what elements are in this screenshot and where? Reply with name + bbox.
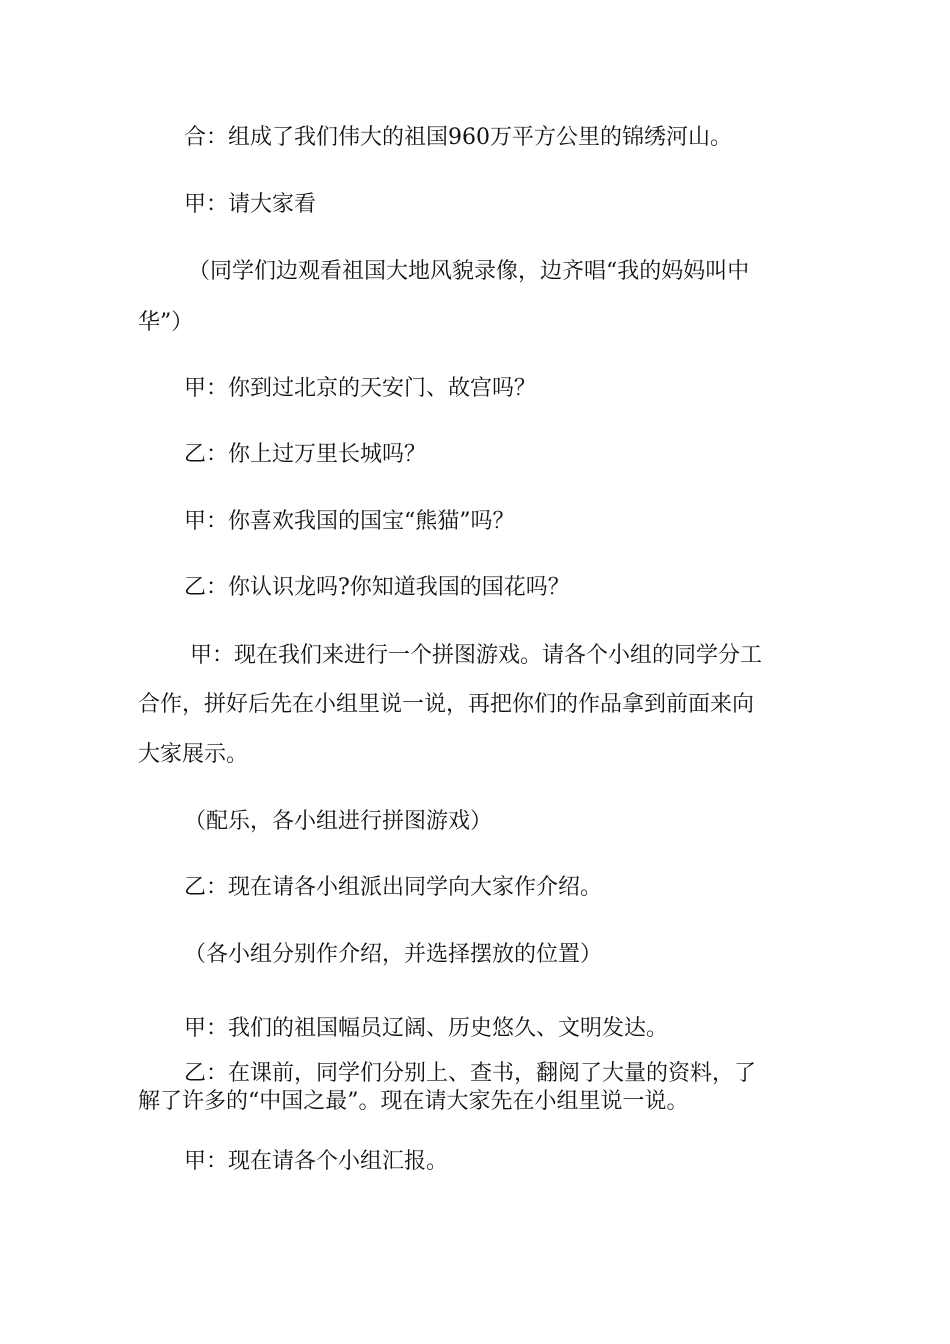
paragraph-6-line-1: 甲：你喜欢我国的国宝“熊猫”吗？ bbox=[184, 509, 515, 534]
paragraph-14 bbox=[138, 1150, 859, 1174]
paragraph-3-line-1-wrap bbox=[138, 260, 863, 284]
paragraph-3-line-1: （同学们边观看祖国大地风貌录像，边齐唱“我的妈妈叫中 bbox=[188, 259, 750, 284]
paragraph-8-line-2-wrap bbox=[138, 693, 813, 717]
paragraph-8-line-1-wrap bbox=[138, 644, 865, 668]
paragraph-11 bbox=[138, 943, 859, 967]
paragraph-7 bbox=[138, 576, 859, 600]
paragraph-12 bbox=[138, 1017, 859, 1041]
paragraph-9-line-1: （配乐，各小组进行拼图游戏） bbox=[184, 809, 493, 834]
paragraph-14-line-1: 甲：现在请各个小组汇报。 bbox=[184, 1149, 449, 1174]
paragraph-2-line-1: 甲：请大家看 bbox=[184, 192, 317, 217]
paragraph-4-line-1: 甲：你到过北京的天安门、故宫吗？ bbox=[184, 376, 537, 401]
paragraph-3-line-2: 华”） bbox=[138, 310, 194, 335]
paragraph-1 bbox=[138, 126, 859, 150]
paragraph-10-line-1: 乙：现在请各小组派出同学向大家作介绍。 bbox=[184, 875, 603, 900]
paragraph-2 bbox=[138, 193, 859, 217]
paragraph-10 bbox=[138, 876, 859, 900]
paragraph-13-line-1: 乙：在课前，同学们分别上、查书，翻阅了大量的资料，了 bbox=[184, 1061, 757, 1086]
paragraph-13-line-2-wrap bbox=[138, 1090, 813, 1114]
paragraph-1-line-1: 合：组成了我们伟大的祖国960万平方公里的锦绣河山。 bbox=[184, 125, 732, 150]
paragraph-11-line-1: （各小组分别作介绍，并选择摆放的位置） bbox=[184, 942, 603, 967]
paragraph-8-line-3-wrap bbox=[138, 743, 813, 767]
paragraph-13-line-2: 解了许多的“中国之最”。现在请大家先在小组里说一说。 bbox=[138, 1089, 689, 1114]
paragraph-8-line-2: 合作，拼好后先在小组里说一说，再把你们的作品拿到前面来向 bbox=[138, 692, 755, 717]
paragraph-12-line-1: 甲：我们的祖国幅员辽阔、历史悠久、文明发达。 bbox=[184, 1016, 669, 1041]
paragraph-13-line-1-wrap bbox=[138, 1062, 859, 1086]
paragraph-5 bbox=[138, 443, 859, 467]
paragraph-3-line-2-wrap bbox=[138, 311, 813, 335]
paragraph-8-line-3: 大家展示。 bbox=[138, 742, 249, 767]
paragraph-6 bbox=[138, 510, 859, 534]
paragraph-9 bbox=[138, 810, 859, 834]
paragraph-7-line-1: 乙：你认识龙吗?你知道我国的国花吗？ bbox=[184, 575, 570, 600]
paragraph-8-line-1: 甲：现在我们来进行一个拼图游戏。请各个小组的同学分工 bbox=[190, 643, 763, 668]
paragraph-5-line-1: 乙：你上过万里长城吗？ bbox=[184, 442, 427, 467]
paragraph-4 bbox=[138, 377, 859, 401]
